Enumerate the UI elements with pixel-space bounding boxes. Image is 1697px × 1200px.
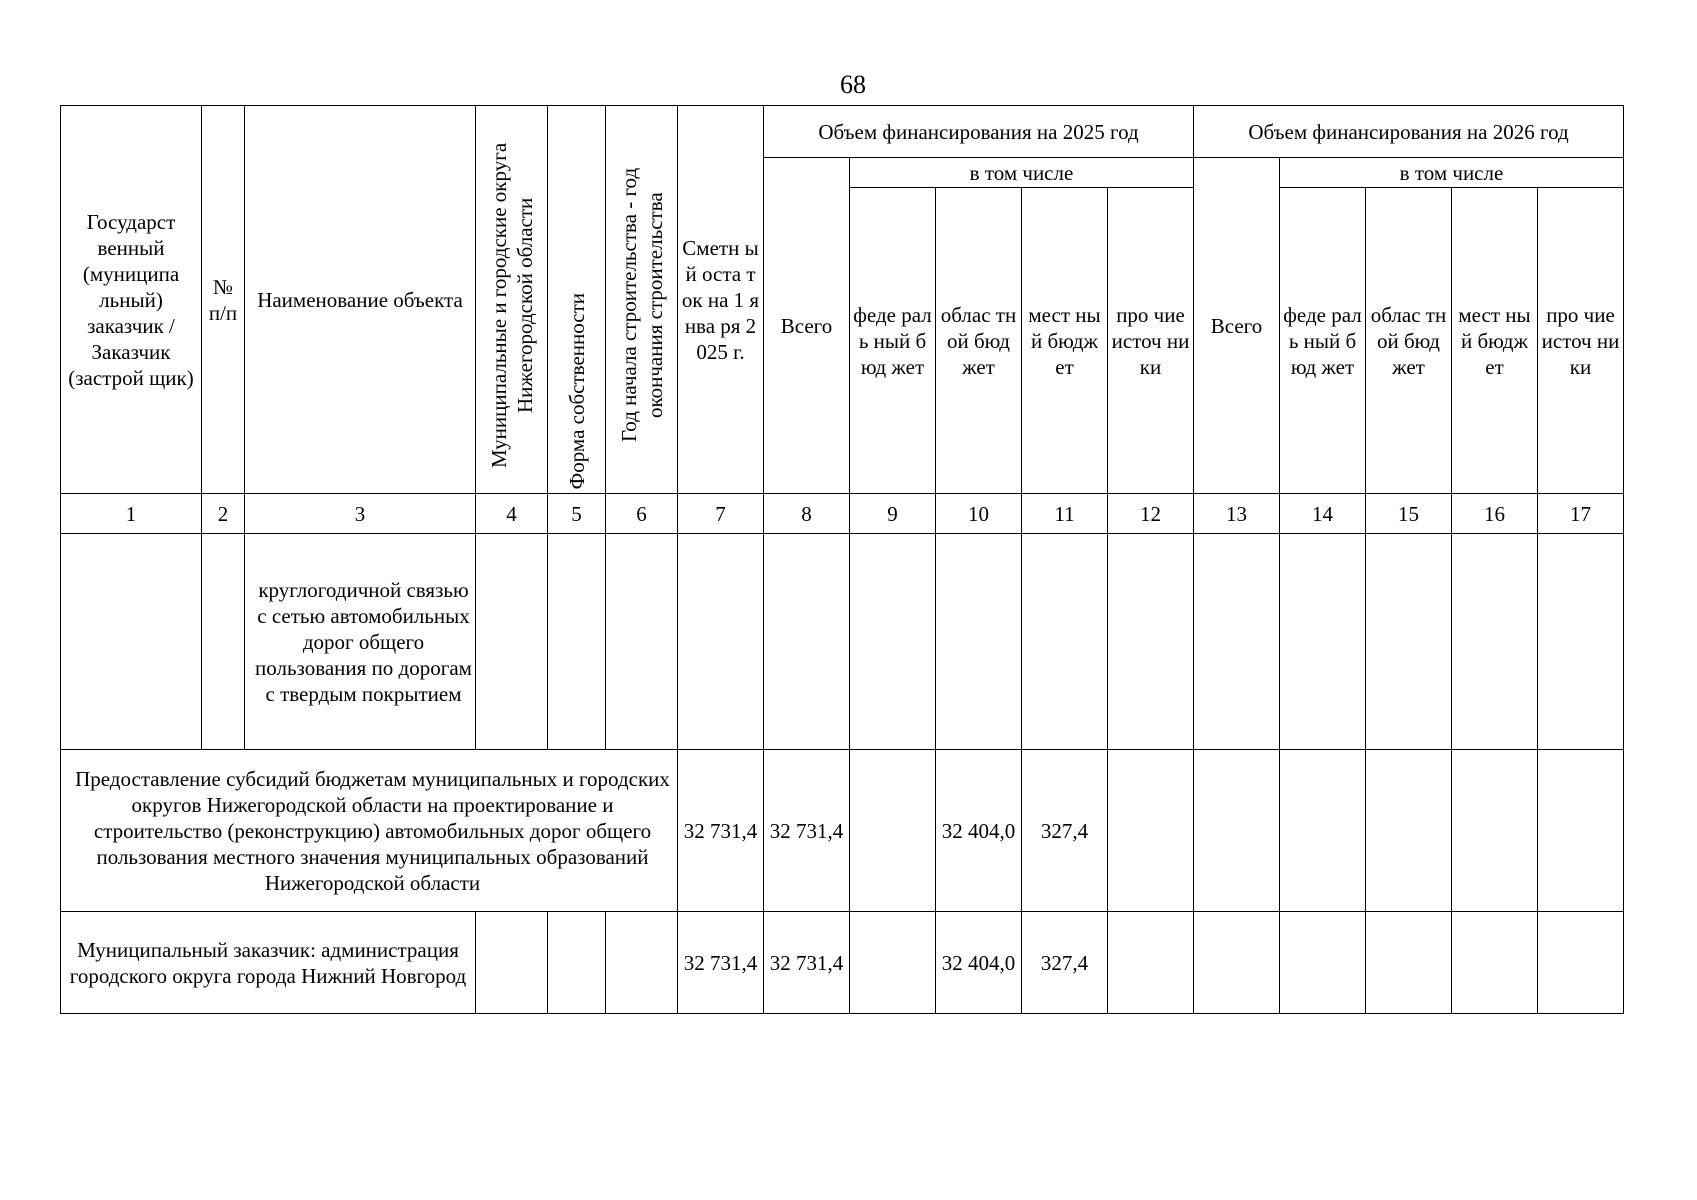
header-local-2025: мест ный бюдж ет [1022,188,1108,494]
customer-row-regional-2025: 32 404,0 [936,912,1022,1014]
column-number: 1 [61,494,202,534]
header-including-2026: в том числе [1280,158,1624,188]
customer-row-title: Муниципальный заказчик: администрация городского округа города Нижний Новгород [61,912,476,1014]
header-federal-2026: феде раль ный бюд жет [1280,188,1366,494]
column-number: 16 [1452,494,1538,534]
column-number: 15 [1366,494,1452,534]
subsidy-regional-2025: 32 404,0 [936,750,1022,912]
column-number: 4 [476,494,548,534]
header-years-text: Год начала строительства - год окончания строительства [616,167,667,442]
column-number: 11 [1022,494,1108,534]
header-balance: Сметн ый оста ток на 1 янва ря 2025 г. [678,106,764,494]
column-number: 9 [850,494,936,534]
header-funding-2026: Объем финансирования на 2026 год [1194,106,1624,158]
column-number-row [61,494,1624,534]
column-number: 10 [936,494,1022,534]
page-number: 68 [840,70,866,99]
header-total-2025: Всего [764,158,850,494]
subsidy-title: Предоставление субсидий бюджетам муниципальных и городских округов Нижегородской области на проектирование и строительство (реконструкцию) автомобильных дорог общего пользования местного значения муниципальных образований Нижегородской области [61,750,678,912]
subsidy-total-2025: 32 731,4 [764,750,850,912]
column-number: 8 [764,494,850,534]
header-regional-2025: облас тной бюд жет [936,188,1022,494]
customer-row-balance: 32 731,4 [678,912,764,1014]
header-municipal [476,106,548,494]
table-row [61,912,1624,1014]
column-number: 7 [678,494,764,534]
column-number: 14 [1280,494,1366,534]
column-number: 13 [1194,494,1280,534]
header-total-2026: Всего [1194,158,1280,494]
header-federal-2025: феде раль ный бюд жет [850,188,936,494]
column-number: 3 [245,494,476,534]
header-regional-2026: облас тной бюд жет [1366,188,1452,494]
header-num: № п/п [202,106,245,494]
budget-table [60,105,1624,1014]
column-number: 12 [1108,494,1194,534]
header-local-2026: мест ный бюдж ет [1452,188,1538,494]
header-years [606,106,678,494]
table-row [61,750,1624,912]
subsidy-balance: 32 731,4 [678,750,764,912]
column-number: 17 [1538,494,1624,534]
table-row [61,534,1624,750]
header-other-2026: про чие источ ники [1538,188,1624,494]
header-other-2025: про чие источ ники [1108,188,1194,494]
header-funding-2025: Объем финансирования на 2025 год [764,106,1194,158]
header-ownership-text: Форма собственности [564,293,589,490]
header-object-name: Наименование объекта [245,106,476,494]
header-customer: Государст венный (муниципа льный) заказчик / Заказчик (застрой щик) [61,106,202,494]
column-number: 6 [606,494,678,534]
header-including-2025: в том числе [850,158,1194,188]
continued-object-name: круглогодичной связью с сетью автомобильных дорог общего пользования по дорогам с твердым покрытием [245,534,476,750]
customer-row-local-2025: 327,4 [1022,912,1108,1014]
header-ownership [548,106,606,494]
subsidy-local-2025: 327,4 [1022,750,1108,912]
column-number: 2 [202,494,245,534]
customer-row-total-2025: 32 731,4 [764,912,850,1014]
header-municipal-text: Муниципальные и городские округа Нижегородской области [486,141,537,468]
column-number: 5 [548,494,606,534]
